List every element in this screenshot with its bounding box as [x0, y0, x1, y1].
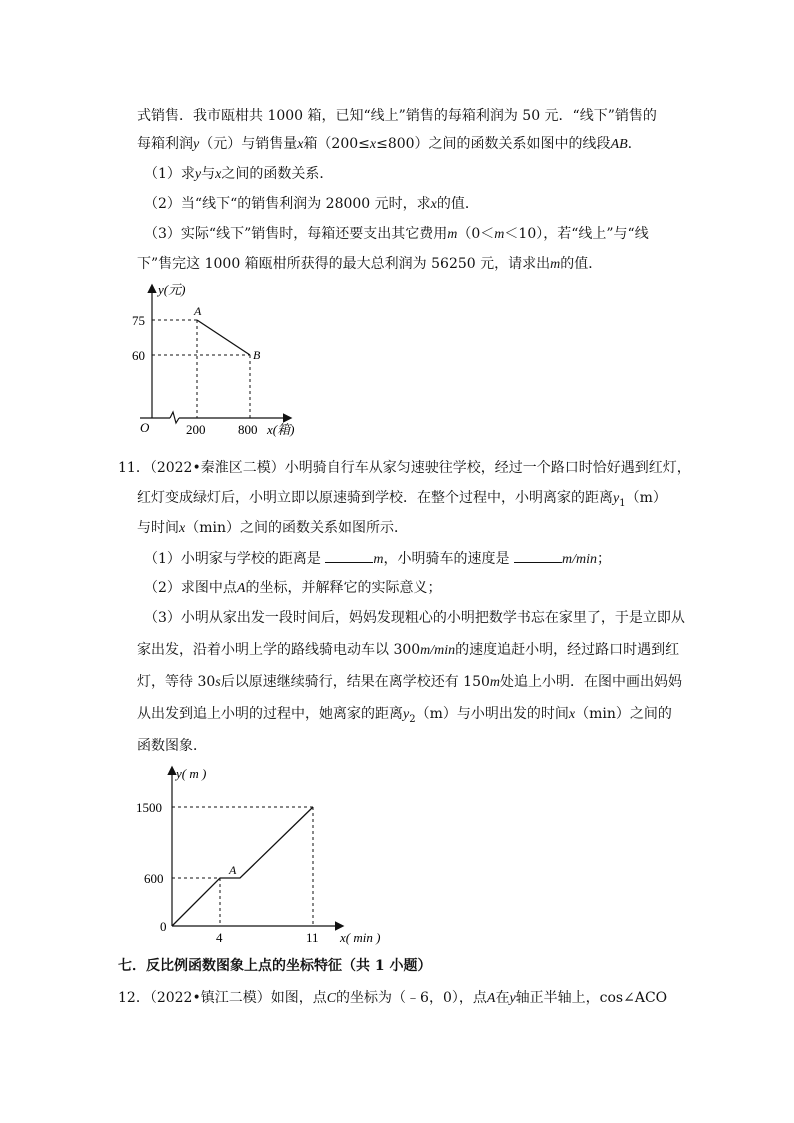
xtick-200: 200	[186, 422, 206, 437]
q11-text-line-1: 11．（2022•秦淮区二模）小明骑自行车从家匀速驶往学校，经过一个路口时恰好遇到红灯，	[118, 460, 691, 476]
y-axis-label: y( m )	[176, 766, 207, 781]
q11-subquestion-3-line-1: （3）小明从家出发一段时间后，妈妈发现粗心的小明把数学书忘在家里了，于是立即从	[144, 610, 685, 626]
ytick-60: 60	[132, 348, 145, 363]
y-axis-label: y(元)	[158, 282, 186, 297]
q11-subquestion-3-line-3: 灯，等待 30s后以原速继续骑行，结果在离学校还有 150m处追上小明．在图中画出妈妈	[137, 674, 683, 690]
q11-subquestion-3-line-4: 从出发到追上小明的过程中，她离家的距离$y_2(m)$与小明出发的时间x（min）之间的	[137, 706, 672, 725]
point-A-label: A	[194, 304, 202, 318]
segment-AB	[197, 320, 250, 355]
answer-blank-speed[interactable]	[514, 548, 562, 563]
ytick-600: 600	[144, 871, 164, 886]
q11-subquestion-3-line-2: 家出发，沿着小明上学的路线骑电动车以 300m/min的速度追赶小明，经过路口时遇到红	[137, 642, 680, 658]
xtick-11: 11	[306, 930, 319, 945]
ytick-75: 75	[132, 313, 145, 328]
axis-break-icon	[170, 412, 179, 423]
q10-subquestion-1: （1）求y与x之间的函数关系．	[144, 166, 334, 182]
point-A-label: A	[229, 863, 237, 877]
section-heading: 七．反比例函数图象上点的坐标特征（共 1 小题）	[118, 958, 432, 974]
figure-distance-time-graph	[130, 760, 400, 950]
q11-text-line-2: 红灯变成绿灯后，小明立即以原速骑到学校．在整个过程中，小明离家的距离$y_1(m)$	[137, 490, 667, 509]
ytick-1500: 1500	[136, 800, 162, 815]
xtick-800: 800	[238, 422, 258, 437]
q10-subquestion-3: （3）实际“线下”销售时，每箱还要支出其它费用m（0＜m＜10），若“线上”与“线	[144, 226, 649, 242]
x-axis-label: x( min )	[340, 930, 381, 945]
q11-subquestion-3-line-5: 函数图象．	[137, 738, 207, 754]
origin-label: 0	[160, 919, 167, 934]
q11-subquestion-2: （2）求图中点A的坐标，并解释它的实际意义；	[144, 580, 442, 596]
figure-profit-graph	[130, 280, 310, 440]
x-axis-label: x(箱)	[267, 422, 295, 437]
q10-subquestion-2: （2）当“线下“的销售利润为 28000 元时，求x的值．	[144, 196, 479, 212]
q10-subquestion-3-cont: 下”售完这 1000 箱瓯柑所获得的最大总利润为 56250 元，请求出m的值．	[137, 256, 603, 272]
q11-subquestion-1: （1）小明家与学校的距离是 m，小明骑车的速度是 m/min；	[144, 548, 611, 570]
q12-text-line-1: 12．（2022•镇江二模）如图，点C的坐标为（﹣6，0），点A在y轴正半轴上，cos∠ACO	[118, 990, 668, 1006]
point-B-label: B	[253, 348, 261, 362]
q11-text-line-3: 与时间x（min）之间的函数关系如图所示．	[137, 520, 408, 536]
q10-text-line-2: 每箱利润y（元）与销售量x箱（200≤x≤800）之间的函数关系如图中的线段AB.	[137, 136, 633, 152]
xtick-4: 4	[216, 930, 223, 945]
q10-text-line-1: 式销售．我市瓯柑共 1000 箱，已知“线上”销售的每箱利润为 50 元．“线下”销售的	[137, 108, 657, 124]
origin-label: O	[140, 420, 150, 435]
distance-line	[172, 807, 313, 926]
answer-blank-distance[interactable]	[325, 548, 373, 563]
